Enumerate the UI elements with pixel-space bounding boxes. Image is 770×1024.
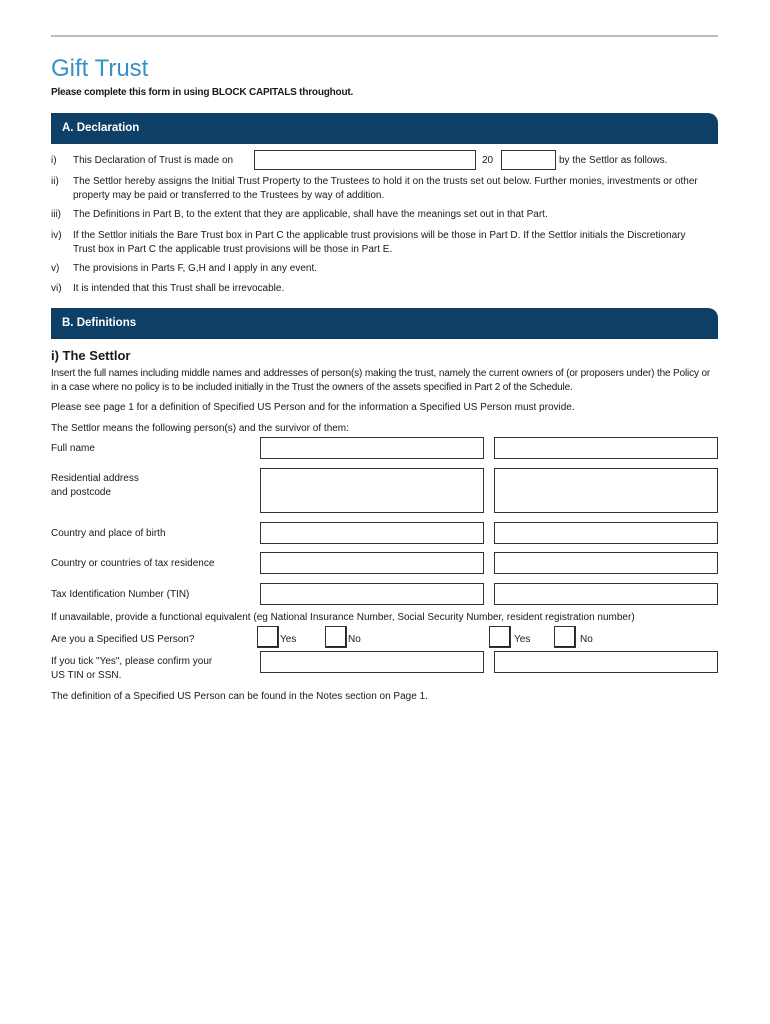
settlor-intro: Insert the full names including middle names and addresses of person(s) making the trust, namely the current owners of (or proposers under) the Policy or in a case where no policy is to be included initially in the Trust the owners of the assets specified in Part 2 of the Schedule. <box>51 368 711 393</box>
section-b-header: B. Definitions <box>51 308 718 339</box>
settlor1-tin-input[interactable] <box>260 583 484 605</box>
no-label: No <box>580 634 593 645</box>
settlor1-full-name-input[interactable] <box>260 437 484 459</box>
item-number: i) <box>51 155 57 166</box>
declaration-date-input[interactable] <box>254 150 476 170</box>
settlor-heading: i) The Settlor <box>51 348 131 363</box>
declaration-item: The Settlor hereby assigns the Initial Trust Property to the Trustees to hold it on the trusts set out below. Further monies, investments or other property may be paid or transferred to the Trustees by way of addition. <box>73 176 698 201</box>
no-label: No <box>348 634 361 645</box>
item-number: iv) <box>51 230 62 241</box>
settlor2-address-input[interactable] <box>494 468 718 513</box>
yes-label: Yes <box>514 634 531 645</box>
settlor2-us-no-checkbox[interactable] <box>554 626 576 648</box>
top-divider <box>51 35 718 37</box>
declaration-suffix: by the Settlor as follows. <box>559 155 668 166</box>
item-number: vi) <box>51 283 62 294</box>
item-number: ii) <box>51 176 59 187</box>
item-number: iii) <box>51 209 61 220</box>
page-title: Gift Trust <box>51 55 149 82</box>
confirm-tin-label-line1: If you tick "Yes", please confirm your <box>51 656 213 667</box>
item-number: v) <box>51 263 60 274</box>
settlor1-tax-residence-input[interactable] <box>260 552 484 574</box>
country-birth-label: Country and place of birth <box>51 528 166 539</box>
declaration-made-on-label: This Declaration of Trust is made on <box>73 155 234 166</box>
section-a-header: A. Declaration <box>51 113 718 144</box>
tin-label: Tax Identification Number (TIN) <box>51 589 190 600</box>
settlor1-country-birth-input[interactable] <box>260 522 484 544</box>
settlor1-us-yes-checkbox[interactable] <box>257 626 279 648</box>
year-prefix: 20 <box>482 155 494 166</box>
tin-note: If unavailable, provide a functional equivalent (eg National Insurance Number, Social Security Number, resident registration number) <box>51 612 635 623</box>
us-person-question: Are you a Specified US Person? <box>51 634 195 645</box>
tax-residence-label: Country or countries of tax residence <box>51 558 215 569</box>
instruction-text: Please complete this form in using BLOCK CAPITALS throughout. <box>51 87 354 98</box>
settlor2-country-birth-input[interactable] <box>494 522 718 544</box>
settlor2-us-tin-input[interactable] <box>494 651 718 673</box>
address-label-line1: Residential address <box>51 473 139 484</box>
settlor-means: The Settlor means the following person(s) and the survivor of them: <box>51 423 349 434</box>
declaration-year-input[interactable] <box>501 150 556 170</box>
full-name-label: Full name <box>51 443 95 454</box>
settlor1-address-input[interactable] <box>260 468 484 513</box>
declaration-item: It is intended that this Trust shall be irrevocable. <box>73 283 285 294</box>
us-person-definition-note: The definition of a Specified US Person can be found in the Notes section on Page 1. <box>51 691 428 702</box>
settlor2-tin-input[interactable] <box>494 583 718 605</box>
declaration-item: The provisions in Parts F, G,H and I apply in any event. <box>73 263 318 274</box>
address-label-line2: and postcode <box>51 487 112 498</box>
declaration-item: If the Settlor initials the Bare Trust box in Part C the applicable trust provisions will be those in Part D. If the Settlor initials the Discretionary Trust box in Part C the applicable trust provisions will be those in Part E. <box>73 230 686 255</box>
settlor2-us-yes-checkbox[interactable] <box>489 626 511 648</box>
yes-label: Yes <box>280 634 297 645</box>
declaration-item: The Definitions in Part B, to the extent that they are applicable, shall have the meanings set out in that Part. <box>73 209 548 220</box>
settlor2-full-name-input[interactable] <box>494 437 718 459</box>
settlor1-us-tin-input[interactable] <box>260 651 484 673</box>
settlor1-us-no-checkbox[interactable] <box>325 626 347 648</box>
settlor2-tax-residence-input[interactable] <box>494 552 718 574</box>
confirm-tin-label-line2: US TIN or SSN. <box>51 670 122 681</box>
settlor-see-page: Please see page 1 for a definition of Specified US Person and for the information a Specified US Person must provide. <box>51 402 575 413</box>
